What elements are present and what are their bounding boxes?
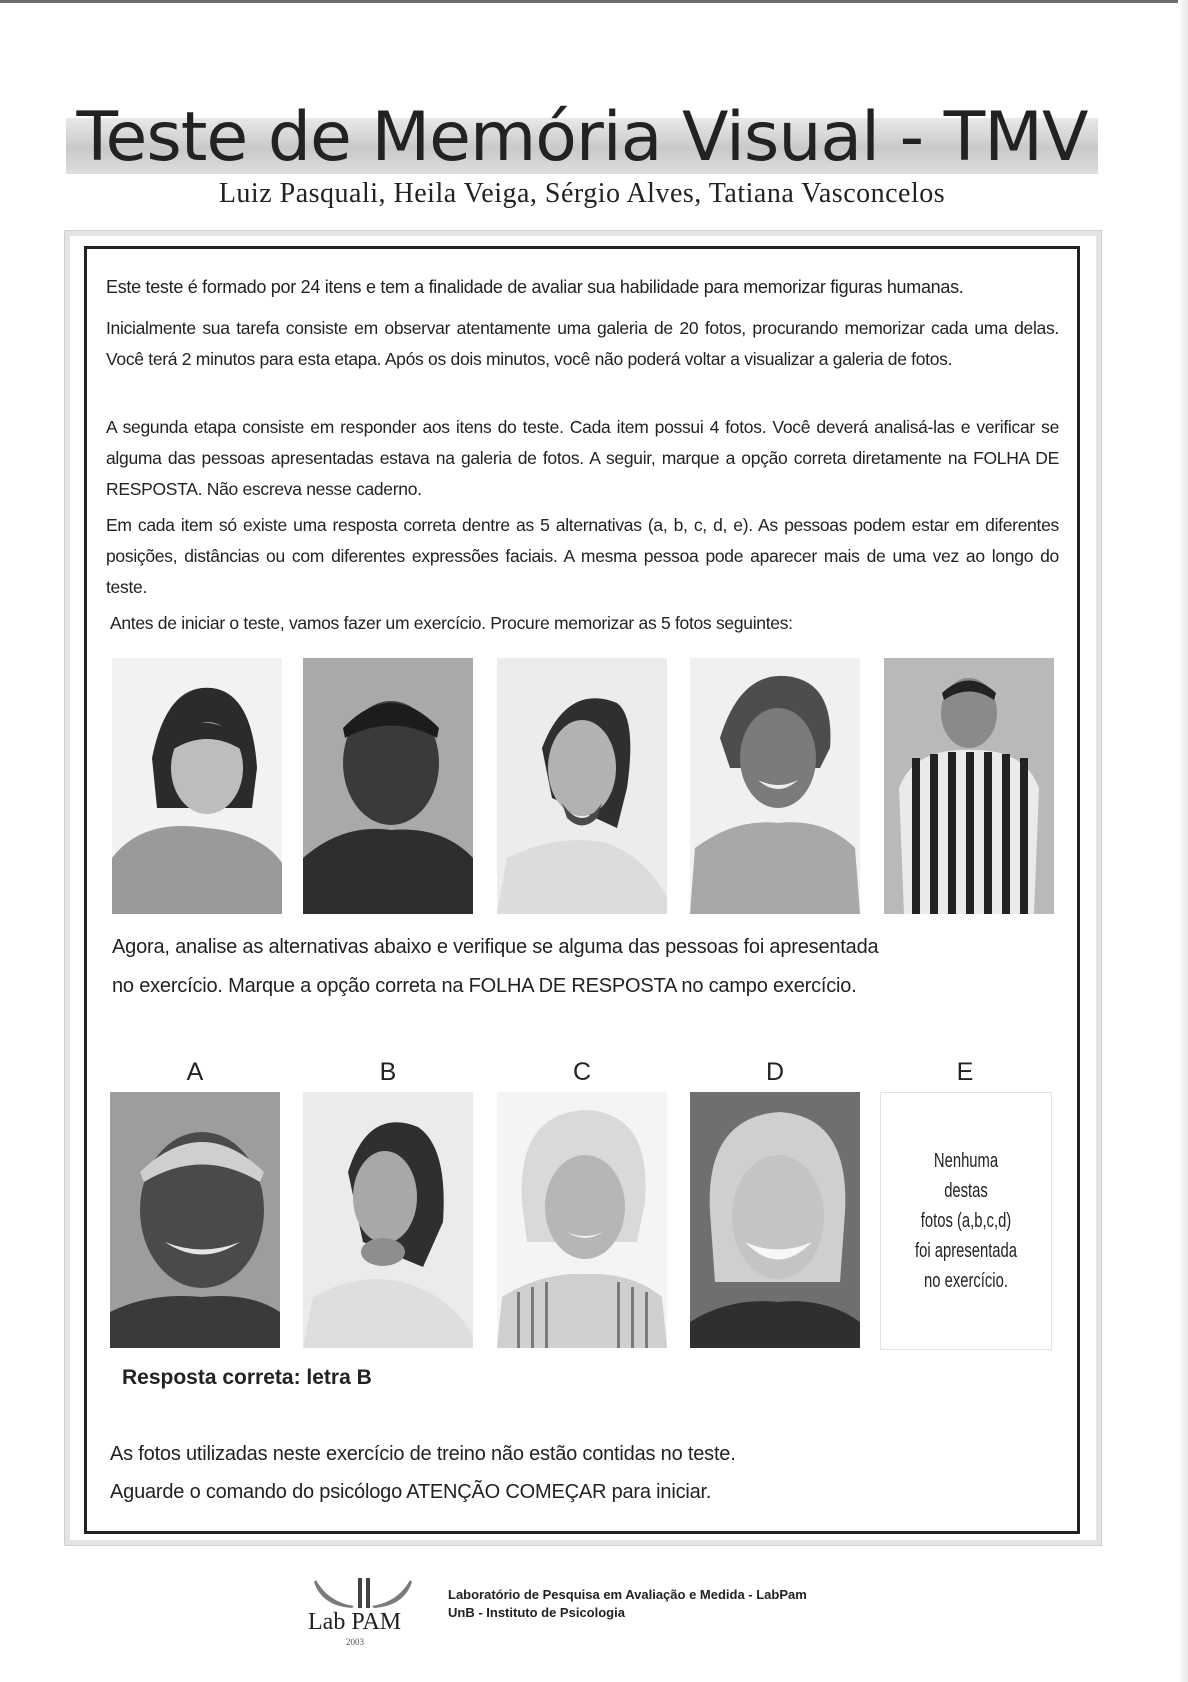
note-line-1: As fotos utilizadas neste exercício de treino não estão contidas no teste. [110,1443,736,1465]
memorize-photo-1 [112,658,282,914]
top-edge-rule [0,0,1188,3]
alternative-photo-c [497,1092,667,1348]
alternative-label-b: B [379,1058,397,1086]
labpam-logo [298,1576,428,1650]
alternative-label-c: C [572,1058,592,1086]
instruction-paragraph-5: Antes de iniciar o teste, vamos fazer um exercício. Procure memorizar as 5 fotos seguintes: [110,613,793,633]
alternative-photo-b [303,1092,473,1348]
labpam-emblem-icon [308,1576,418,1610]
instruction-paragraph-2: Inicialmente sua tarefa consiste em observar atentamente uma galeria de 20 fotos, procurando memorizar cada uma delas. Você terá 2 minutos para esta etapa. Após os dois minutos, você não poderá voltar a visualizar a galeria de fotos. [106,318,1059,369]
alternative-option-e [880,1092,1052,1350]
alternative-label-d: D [765,1058,785,1086]
memorize-photo-4 [690,658,860,914]
instruction-paragraph-3: A segunda etapa consiste em responder aos itens do teste. Cada item possui 4 fotos. Você deverá analisá-las e verificar se alguma das pessoas apresentadas estava na galeria de fotos. A seguir, marque a opção correta diretamente na FOLHA DE RESPOSTA. Não escreva nesse caderno. [106,417,1059,499]
footer-line-2: UnB - Instituto de Psicologia [448,1605,625,1620]
option-e-text-line-3: foi apresentada [915,1240,1017,1262]
memorize-photo-5 [884,658,1054,914]
authors-line: Luiz Pasquali, Heila Veiga, Sérgio Alves, Tatiana Vasconcelos [218,178,946,209]
memorize-photo-2 [303,658,473,914]
correct-answer: Resposta correta: letra B [122,1366,372,1389]
instruction-paragraph-4: Em cada item só existe uma resposta correta dentre as 5 alternativas (a, b, c, d, e). As pessoas podem estar em diferentes posições, distâncias ou com diferentes expressões faciais. A mesma pessoa pode aparecer mais de uma vez ao longo do teste. [106,515,1059,597]
alternative-photo-a [110,1092,280,1348]
page-edge-shadow [1178,0,1188,1682]
labpam-logo-text: Lab PAM [308,1609,402,1635]
labpam-logo-year: 2003 [346,1637,364,1647]
option-e-text-line-1: Nenhuma destas [933,1150,999,1202]
instruction-paragraph-1: Este teste é formado por 24 itens e tem a finalidade de avaliar sua habilidade para memorizar figuras humanas. [106,277,964,297]
option-e-text-line-4: no exercício. [924,1270,1008,1292]
alternative-photo-d [690,1092,860,1348]
note-line-2: Aguarde o comando do psicólogo ATENÇÃO COMEÇAR para iniciar. [110,1481,712,1503]
footer-institution [448,1586,807,1622]
exercise-prompt-line-2: no exercício. Marque a opção correta na FOLHA DE RESPOSTA no campo exercício. [112,975,857,997]
option-e-text-line-2: fotos (a,b,c,d) [920,1210,1012,1232]
memorize-photo-3 [497,658,667,914]
footer-line-1: Laboratório de Pesquisa em Avaliação e Medida - LabPam [448,1587,807,1602]
exercise-prompt-line-1: Agora, analise as alternativas abaixo e verifique se alguma das pessoas foi apresentada [112,936,879,958]
alternative-label-a: A [186,1058,204,1086]
alternative-label-e: E [956,1058,974,1086]
page-title: Teste de Memória Visual - TMV [76,98,1088,177]
